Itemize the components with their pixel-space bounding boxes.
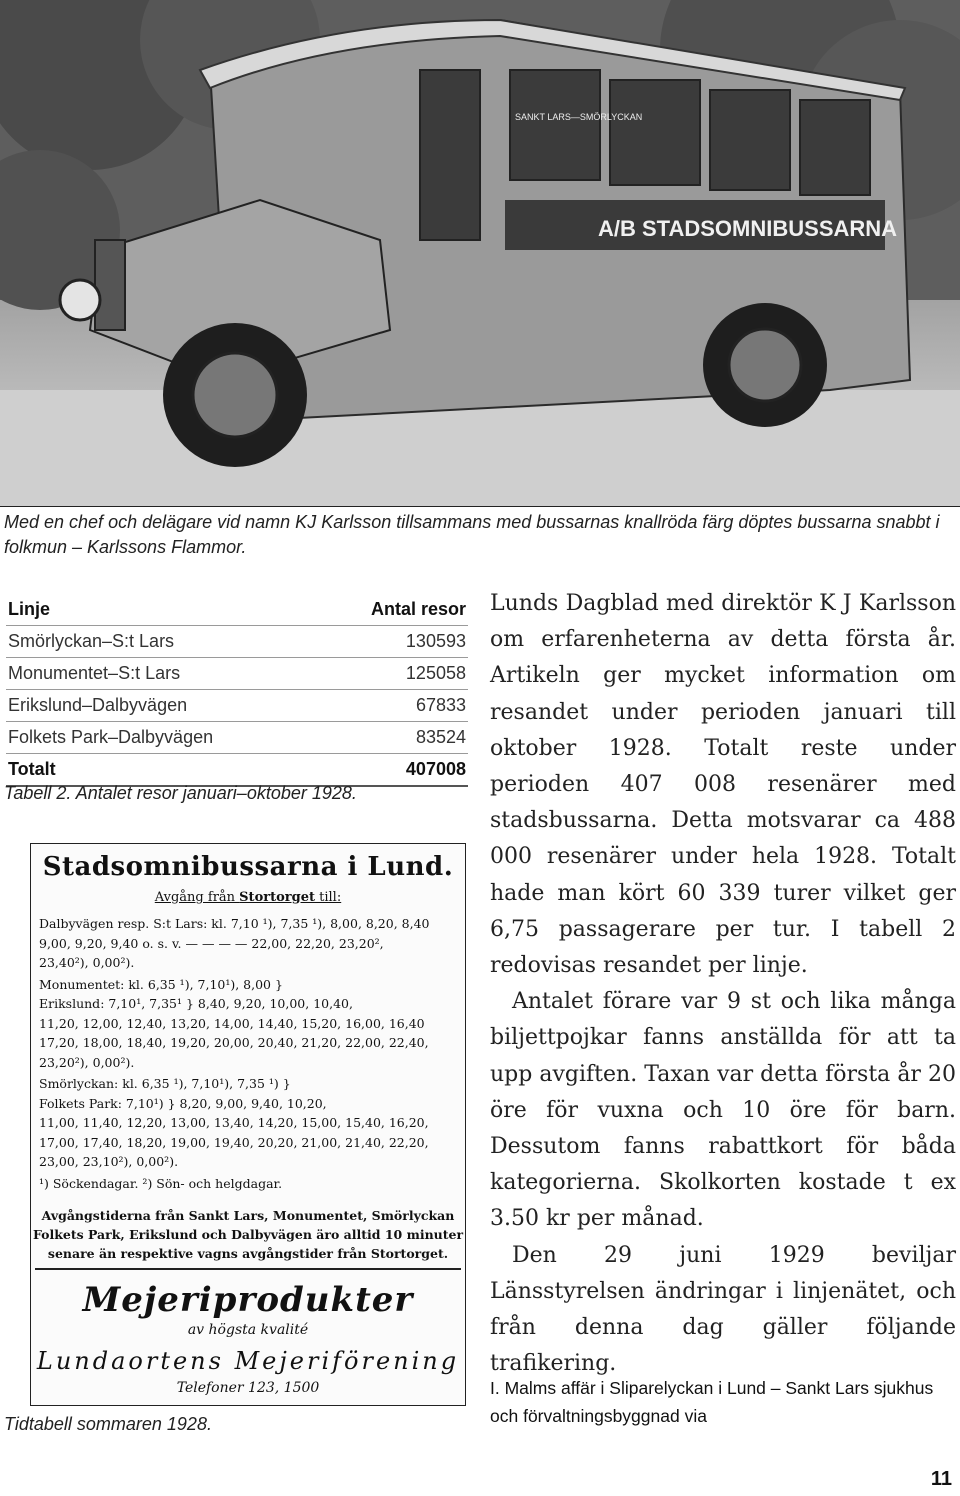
table-row [6, 658, 468, 690]
timetable-ad [30, 843, 466, 1406]
timetable-block-smorlyckan: Smörlyckan: kl. 6,35 ¹), 7,10¹), 7,35 ¹) } Folkets Park: 7,10¹) } 8,20, 9,00, 9,40, 10,20, 11,00, 11,40, 12,20, 13,00, 13,40, 14,20, 15,00, 15,40, 16,20, 17,00, 17,40, 18,20, 19,00, 19,40, 20,20, 21,00, 21,40, 22,20, 23,00, 23,10²), 0,00²). [39, 1076, 429, 1169]
timetable-subtitle [31, 890, 465, 905]
header-line: Linje [8, 599, 51, 619]
rides-table [6, 594, 468, 787]
row-rides: 130593 [405, 631, 466, 651]
timetable-footnotes: ¹) Söckendagar. ²) Sön- och helgdagar. [39, 1175, 283, 1191]
row-rides: 67833 [415, 695, 466, 715]
article-paragraph: Lunds Dagblad med direktör K J Karlsson om erfarenheterna av detta första år. Artikeln ger mycket information om resandet under perioden januari till oktober 1928. Totalt reste under perioden 407 008 resenärer med stadsbussarna. Detta motsvarar ca 488 000 resenärer under hela 1928. Totalt hade man kört 60 339 turer vilket ger 6,75 passagerare per tur. I tabell 2 redovisas resandet per linje. [490, 591, 956, 979]
timetable-caption: Tidtabell sommaren 1928. [4, 1414, 212, 1434]
subtitle-bold: Stortorget [239, 890, 315, 905]
row-line: Smörlyckan–S:t Lars [8, 631, 175, 651]
total-rides: 407008 [405, 759, 466, 779]
subtitle-prefix: Avgång från [154, 890, 240, 905]
page-number: 11 [930, 1468, 952, 1490]
bus-photo [0, 0, 960, 507]
ad-brand: Mejeriprodukter [82, 1280, 414, 1320]
subtitle-suffix: till: [314, 890, 342, 905]
bus-front-sign: SANKT LARS—SMÖRLYCKAN [515, 112, 643, 122]
ad-tagline: av högsta kvalité [187, 1322, 309, 1338]
timetable-body [39, 914, 459, 1195]
ad-company: Lundaortens Mejeriförening [36, 1347, 460, 1375]
bus-side-sign: A/B STADSOMNIBUSSARNA [598, 216, 898, 241]
footnote: I. Malms affär i Sliparelyckan i Lund – Sankt Lars sjukhus och förvaltningsbyggnad via [490, 1378, 934, 1426]
article-paragraph: Den 29 juni 1929 beviljar Länsstyrelsen ändringar i linjenätet, och från denna dag gäller följande trafikering. [490, 1242, 956, 1377]
ad-divider [35, 1268, 461, 1270]
article-paragraph: Antalet förare var 9 st och lika många biljettpojkar fanns anställda för att ta upp avgiften. Taxan var detta första år 20 öre för vuxna och 10 öre för barn. Dessutom fanns rabattkort för båda kategorierna. Skolkorten kostade t ex 3.50 kr per månad. [490, 989, 956, 1232]
table-row [6, 722, 468, 754]
article-body [490, 586, 956, 1382]
table-row [6, 626, 468, 658]
timetable-note: Avgångstiderna från Sankt Lars, Monumentet, Smörlyckan Folkets Park, Erikslund och Dalbyvägen äro alltid 10 minuter senare än respektive vagns avgångstider från Stortorget. [32, 1208, 464, 1261]
table-header-row [6, 594, 468, 626]
row-rides: 125058 [405, 663, 466, 683]
row-line: Folkets Park–Dalbyvägen [8, 727, 214, 747]
row-line: Monumentet–S:t Lars [8, 663, 181, 683]
timetable-block-dalbyvagen: Dalbyvägen resp. S:t Lars: kl. 7,10 ¹), 7,35 ¹), 8,00, 8,20, 8,40 9,00, 9,20, 9,40 o. s. v. — — — — 22,00, 22,20, 23,20², 23,40²), 0,00²). [39, 916, 430, 970]
table-caption: Tabell 2. Antalet resor januari–oktober 1928. [4, 783, 357, 803]
total-label: Totalt [8, 759, 56, 779]
table-row [6, 690, 468, 722]
photo-caption: Med en chef och delägare vid namn KJ Karlsson tillsammans med bussarnas knallröda färg döptes bussarna snabbt i folkmun – Karlssons Flammor. [4, 512, 940, 557]
header-rides: Antal resor [370, 599, 466, 619]
ad-phone: Telefoner 123, 1500 [176, 1380, 320, 1396]
bus-illustration [0, 0, 960, 506]
timetable-title: Stadsomnibussarna i Lund. [42, 852, 454, 882]
row-rides: 83524 [415, 727, 466, 747]
row-line: Erikslund–Dalbyvägen [8, 695, 188, 715]
timetable-block-monumentet: Monumentet: kl. 6,35 ¹), 7,10¹), 8,00 } Erikslund: 7,10¹, 7,35¹ } 8,40, 9,20, 10,00, 10,40, 11,20, 12,00, 12,40, 13,20, 14,00, 14,40, 15,20, 16,00, 16,40 17,20, 18,00, 18,40, 19,20, 20,00, 20,40, 21,20, 22,00, 22,40, 23,20²), 0,00²). [39, 976, 429, 1070]
